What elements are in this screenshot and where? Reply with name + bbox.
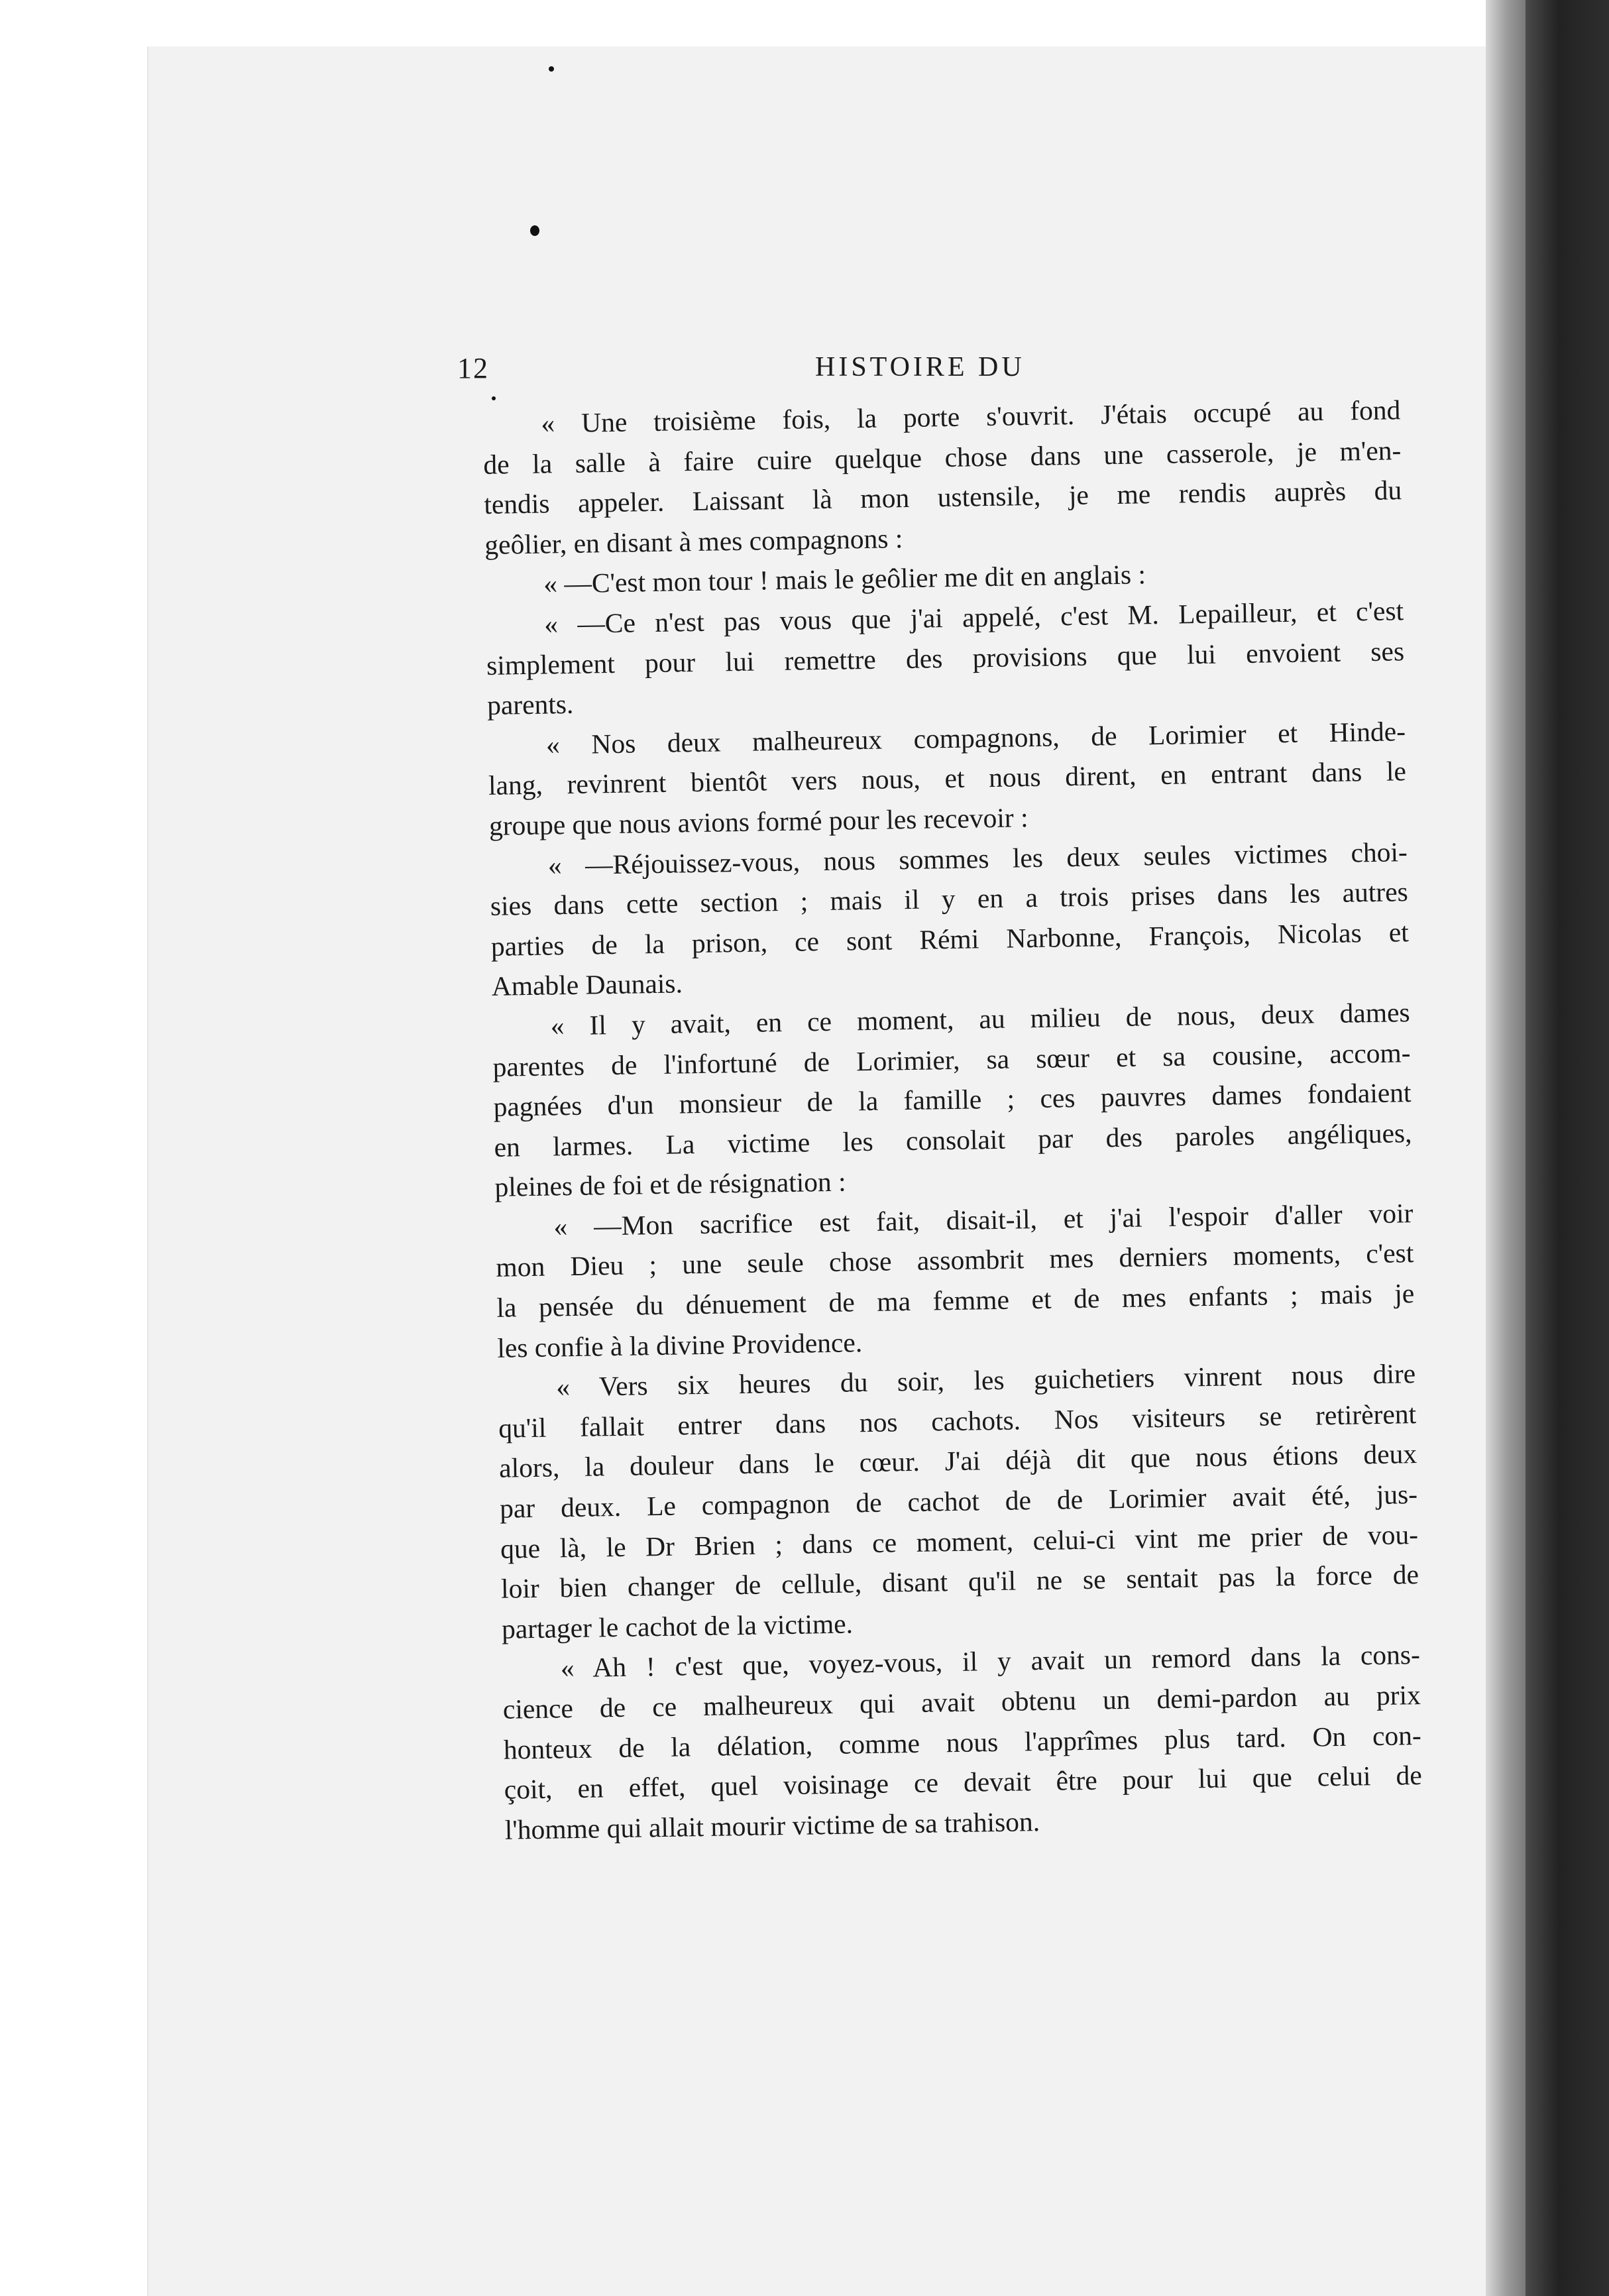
binding-edge <box>1526 0 1609 2296</box>
text-line: pagnées d'un monsieur de la famille ; ces pauvres dames fondaient <box>493 1077 1412 1122</box>
text-line: « Il y avait, en ce moment, au milieu de nous, deux dames <box>550 997 1410 1041</box>
text-line: que là, le Dr Brien ; dans ce moment, celui-ci vint me prier de vou- <box>500 1519 1419 1564</box>
text-line: « Une troisième fois, la porte s'ouvrit. J'étais occupé au fond <box>541 394 1401 439</box>
text-line: lang, revinrent bientôt vers nous, et nous dirent, en entrant dans le <box>488 756 1407 801</box>
text-line: « —Ce n'est pas vous que j'ai appelé, c'est M. Lepailleur, et c'est <box>543 595 1404 640</box>
page-number: 12 <box>457 352 489 384</box>
ink-speck <box>530 225 539 236</box>
text-line: tendis appeler. Laissant là mon ustensile, je me rendis auprès du <box>484 475 1402 520</box>
text-line: « —Réjouissez-vous, nous sommes les deux seules victimes choi- <box>547 836 1408 881</box>
text-line: loir bien changer de cellule, disant qu'il ne se sentait pas la force de <box>500 1559 1419 1604</box>
ink-speck <box>549 66 554 72</box>
text-line: Amable Daunais. <box>491 968 683 1002</box>
page-edge-shadow <box>1486 0 1526 2296</box>
body-text <box>482 390 1423 1850</box>
text-line: les confie à la divine Providence. <box>497 1326 863 1363</box>
text-line: groupe que nous avions formé pour les recevoir : <box>488 802 1028 841</box>
text-line: l'homme qui allait mourir victime de sa trahison. <box>504 1806 1040 1845</box>
text-line: honteux de la délation, comme nous l'apprîmes plus tard. On con- <box>503 1719 1422 1765</box>
text-line: de la salle à faire cuire quelque chose dans une casserole, je m'en- <box>483 434 1402 480</box>
text-line: « Ah ! c'est que, voyez-vous, il y avait un remord dans la cons- <box>560 1639 1421 1684</box>
text-line: « Nos deux malheureux compagnons, de Lorimier et Hinde- <box>545 715 1406 760</box>
text-line: simplement pour lui remettre des provisions que lui envoient ses <box>486 635 1405 681</box>
text-line: la pensée du dénuement de ma femme et de mes enfants ; mais je <box>496 1278 1415 1323</box>
text-line: « —C'est mon tour ! mais le geôlier me dit en anglais : <box>543 559 1146 599</box>
text-line: qu'il fallait entrer dans nos cachots. Nos visiteurs se retirèrent <box>498 1398 1417 1444</box>
running-head: HISTOIRE DU <box>815 352 1025 382</box>
text-line: çoit, en effet, quel voisinage ce devait être pour lui que celui de <box>504 1760 1423 1805</box>
text-line: cience de ce malheureux qui avait obtenu un demi-pardon au prix <box>502 1680 1421 1725</box>
text-line: sies dans cette section ; mais il y en a trois prises dans les autres <box>490 876 1409 922</box>
text-line: partager le cachot de la victime. <box>501 1608 854 1644</box>
text-line: geôlier, en disant à mes compagnons : <box>484 522 903 560</box>
text-line: « Vers six heures du soir, les guichetiers vinrent nous dire <box>555 1358 1416 1403</box>
text-line: parents. <box>486 689 574 721</box>
text-line: parties de la prison, ce sont Rémi Narbonne, François, Nicolas et <box>490 916 1410 962</box>
text-line: par deux. Le compagnon de cachot de de Lorimier avait été, jus- <box>499 1479 1418 1524</box>
text-line: parentes de l'infortuné de Lorimier, sa sœur et sa cousine, accom- <box>492 1037 1411 1082</box>
text-line: pleines de foi et de résignation : <box>494 1166 846 1203</box>
text-line: alors, la douleur dans le cœur. J'ai déjà dit que nous étions deux <box>498 1438 1417 1484</box>
text-line: mon Dieu ; une seule chose assombrit mes derniers moments, c'est <box>496 1237 1414 1283</box>
text-line: « —Mon sacrifice est fait, disait-il, et j'ai l'espoir d'aller voir <box>553 1197 1414 1242</box>
text-line: en larmes. La victime les consolait par des paroles angéliques, <box>494 1117 1412 1163</box>
